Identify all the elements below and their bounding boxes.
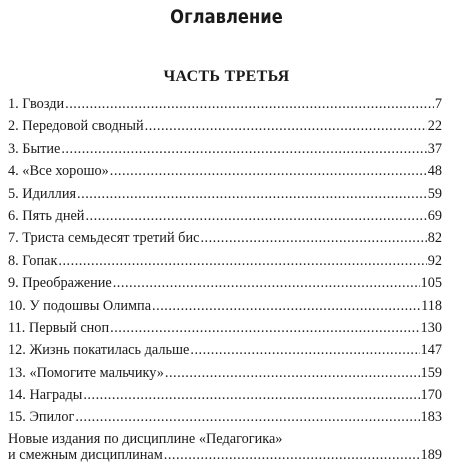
dot-leader xyxy=(77,183,427,205)
dot-leader xyxy=(145,115,427,137)
toc-entry-title-line1: Новые издания по дисциплине «Педагогика» xyxy=(8,430,283,447)
toc-entry-page: 69 xyxy=(427,207,442,224)
toc-entry-page: 183 xyxy=(420,409,442,426)
toc-entry[interactable] xyxy=(8,384,442,406)
toc-entry[interactable] xyxy=(8,115,442,137)
toc-entry[interactable] xyxy=(8,93,442,115)
dot-leader xyxy=(58,250,426,272)
dot-leader xyxy=(83,384,419,406)
toc-entry[interactable] xyxy=(8,339,442,361)
toc-entry-title: 13. «Помогите мальчику» xyxy=(8,364,164,381)
dot-leader xyxy=(113,272,420,294)
toc-entry-final[interactable] xyxy=(8,431,442,463)
dot-leader xyxy=(164,447,420,463)
toc-entry-title: 3. Бытие xyxy=(8,140,61,157)
toc-entry[interactable] xyxy=(8,205,442,227)
toc-entry-page: 92 xyxy=(427,252,442,269)
dot-leader xyxy=(110,317,419,339)
dot-leader xyxy=(165,362,420,384)
toc-entry-title: 7. Триста семьдесят третий бис xyxy=(8,230,200,247)
toc-entry-title: 11. Первый сноп xyxy=(8,319,110,336)
table-of-contents xyxy=(8,93,442,463)
dot-leader xyxy=(65,93,434,115)
toc-entry-page: 170 xyxy=(420,387,442,404)
toc-entry-title: 10. У подошвы Олимпа xyxy=(8,297,152,314)
toc-entry-line2-row xyxy=(8,447,442,463)
toc-entry[interactable] xyxy=(8,160,442,182)
toc-entry-page: 118 xyxy=(421,297,442,314)
toc-entry-title: 8. Гопак xyxy=(8,252,58,269)
toc-entry[interactable] xyxy=(8,406,442,428)
toc-entry-title: 1. Гвозди xyxy=(8,96,65,112)
toc-entry-page: 37 xyxy=(427,140,442,157)
dot-leader xyxy=(61,138,426,160)
toc-entry-title: 4. «Все хорошо» xyxy=(8,163,109,180)
toc-entry-title: 6. Пять дней xyxy=(8,207,85,224)
toc-entry-title: 15. Эпилог xyxy=(8,409,75,426)
toc-entry[interactable] xyxy=(8,295,442,317)
toc-entry-page: 159 xyxy=(420,364,442,381)
toc-entry-title-line2: и смежным дисциплинам xyxy=(8,446,163,463)
toc-entry-page: 130 xyxy=(420,319,442,336)
dot-leader xyxy=(190,339,419,361)
toc-entry[interactable] xyxy=(8,272,442,294)
toc-entry[interactable] xyxy=(8,227,442,249)
toc-entry[interactable] xyxy=(8,362,442,384)
toc-entry-page: 22 xyxy=(427,118,442,135)
dot-leader xyxy=(200,227,426,249)
toc-entry-page: 82 xyxy=(427,230,442,247)
toc-entry-page: 189 xyxy=(420,446,442,463)
toc-entry-title: 9. Преображение xyxy=(8,275,112,292)
toc-entry[interactable] xyxy=(8,250,442,272)
dot-leader xyxy=(85,205,426,227)
toc-entry-page: 147 xyxy=(420,342,442,359)
dot-leader xyxy=(110,160,427,182)
toc-entry-page: 105 xyxy=(420,275,442,292)
toc-entry[interactable] xyxy=(8,317,442,339)
toc-entry[interactable] xyxy=(8,183,442,205)
toc-entry-title: 14. Награды xyxy=(8,387,83,404)
section-title: ЧАСТЬ ТРЕТЬЯ xyxy=(163,68,290,85)
toc-entry[interactable] xyxy=(8,138,442,160)
dot-leader xyxy=(152,295,420,317)
toc-entry-page: 7 xyxy=(434,96,442,112)
dot-leader xyxy=(75,406,419,428)
toc-entry-page: 59 xyxy=(427,185,442,202)
toc-entry-title: 5. Идиллия xyxy=(8,185,77,202)
page-title: Оглавление xyxy=(170,6,283,28)
toc-entry-title: 12. Жизнь покатилась дальше xyxy=(8,342,190,359)
toc-entry-title: 2. Передовой сводный xyxy=(8,118,144,135)
toc-entry-page: 48 xyxy=(427,163,442,180)
